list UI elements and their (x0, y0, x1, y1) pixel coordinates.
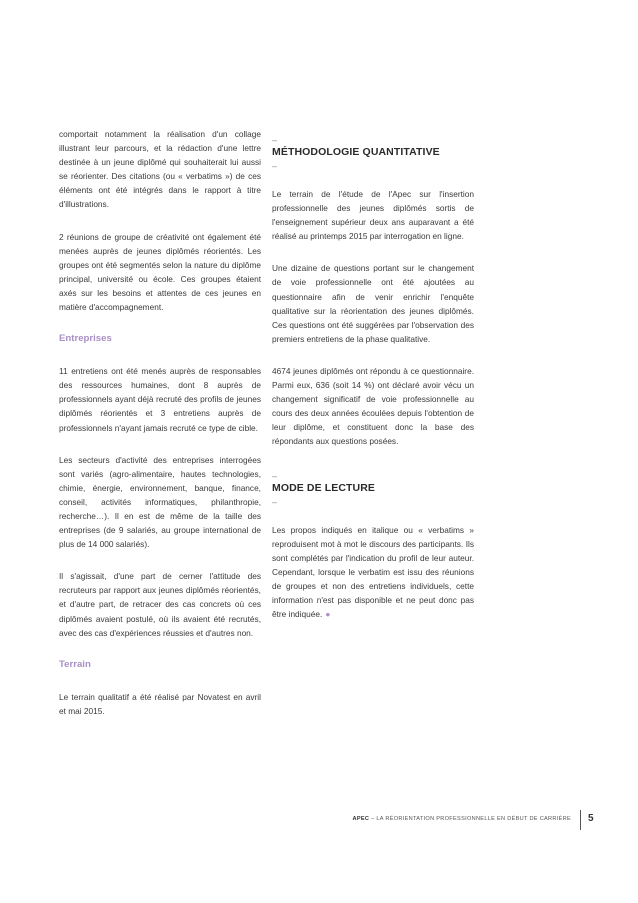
paragraph-verbatims-text: Les propos indiqués en italique ou « verbatims » reproduisent mot à mot le discours des participants. Ils sont complétés par l'indication du profil de leur auteur. Cependant, lorsque le verbatim est issu des réunions de groupes et non des entretiens individuels, cette information n'est pas disponible et ne peut donc pas être indiquée. (272, 524, 474, 620)
section-methodologie-heading (272, 135, 474, 171)
paragraph-dizaine-questions: Une dizaine de questions portant sur le changement de voie professionnelle ont été ajoutées au questionnaire afin de venir enrichir l'enquête qualitative sur la réorientation des jeunes diplômés. Ces questions ont été suggérées par l'observation des premiers entretiens de la phase qualitative. (272, 263, 474, 344)
right-column (272, 135, 474, 639)
footer-brand: APEC (352, 816, 370, 822)
page-number: 5 (588, 813, 594, 824)
dash-bottom: – (272, 161, 278, 171)
left-column (59, 127, 261, 736)
paragraph-verbatims (272, 523, 474, 622)
footer-title: – LA RÉORIENTATION PROFESSIONNELLE EN DÉBUT DE CARRIÈRE (369, 816, 571, 822)
title-methodologie-quantitative: MÉTHODOLOGIE QUANTITATIVE (272, 146, 440, 158)
dash-bottom: – (272, 496, 278, 507)
paragraph-entretiens-rh: 11 entretiens ont été menés auprès de responsables des ressources humaines, dont 8 auprès de professionnels ayant déjà recruté des profils de jeunes diplômés réorientés et 3 entretiens auprès de professionnels n'ayant jamais recruté ce type de cible. (59, 366, 261, 433)
paragraph-attitude-recruteurs: Il s'agissait, d'une part de cerner l'attitude des recruteurs par rapport aux jeunes diplômés réorientés, et d'autre part, de retracer des cas concrets où ces diplômés avaient postulé, où ils avaient été recrutés, avec des cas d'expériences réussies et d'autres non. (59, 571, 261, 638)
footer-running-title (353, 816, 572, 822)
paragraph-secteurs: Les secteurs d'activité des entreprises interrogées sont variés (agro-alimentaire, hautes technologies, chimie, énergie, environnement, banque, finance, conseil, activités informatiques, philanthropie, recherche…). Il en est de même de la taille des entreprises (de 9 salariés, au groupe international de plus de 14 000 salariés). (59, 454, 261, 550)
paragraph-collage: comportait notamment la réalisation d'un collage illustrant leur parcours, et la rédaction d'une lettre destinée à un jeune diplômé qui souhaiterait lui aussi se réorienter. Des citations (ou « verbatims ») de ces éléments ont été intégrés dans le rapport à titre d'illustrations. (59, 129, 261, 210)
paragraph-repondants: 4674 jeunes diplômés ont répondu à ce questionnaire. Parmi eux, 636 (soit 14 %) ont déclaré avoir vécu un changement significatif de voie professionnelle au cours des deux années écoulées depuis l'obtention de leur diplôme, et constituent donc la base des répondants aux questions posées. (272, 365, 474, 447)
footer-divider (580, 810, 581, 830)
paragraph-groupes-creativite: 2 réunions de groupe de créativité ont également été menées auprès de jeunes diplômés réorientés. Les groupes ont été segmentés selon la nature du diplôme principal, université ou école. Ces groupes étaient axés sur les besoins et attentes de ces jeunes en matière d'accompagnement. (59, 231, 261, 313)
title-mode-de-lecture: MODE DE LECTURE (272, 481, 376, 494)
dash-top: – (272, 470, 278, 481)
subheading-terrain: Terrain (59, 658, 91, 670)
dash-top: – (272, 135, 278, 145)
paragraph-terrain-etude: Le terrain de l'étude de l'Apec sur l'insertion professionnelle des jeunes diplômés sortis de l'enseignement supérieur deux ans auparavant a été réalisé au printemps 2015 par interrogation en ligne. (272, 189, 474, 242)
paragraph-terrain-qualitatif: Le terrain qualitatif a été réalisé par Novatest en avril et mai 2015. (59, 691, 261, 716)
section-mode-lecture-heading (272, 471, 474, 507)
page-footer (0, 810, 638, 830)
end-of-article-bullet-icon: ● (325, 609, 331, 620)
subheading-entreprises: Entreprises (59, 333, 112, 345)
